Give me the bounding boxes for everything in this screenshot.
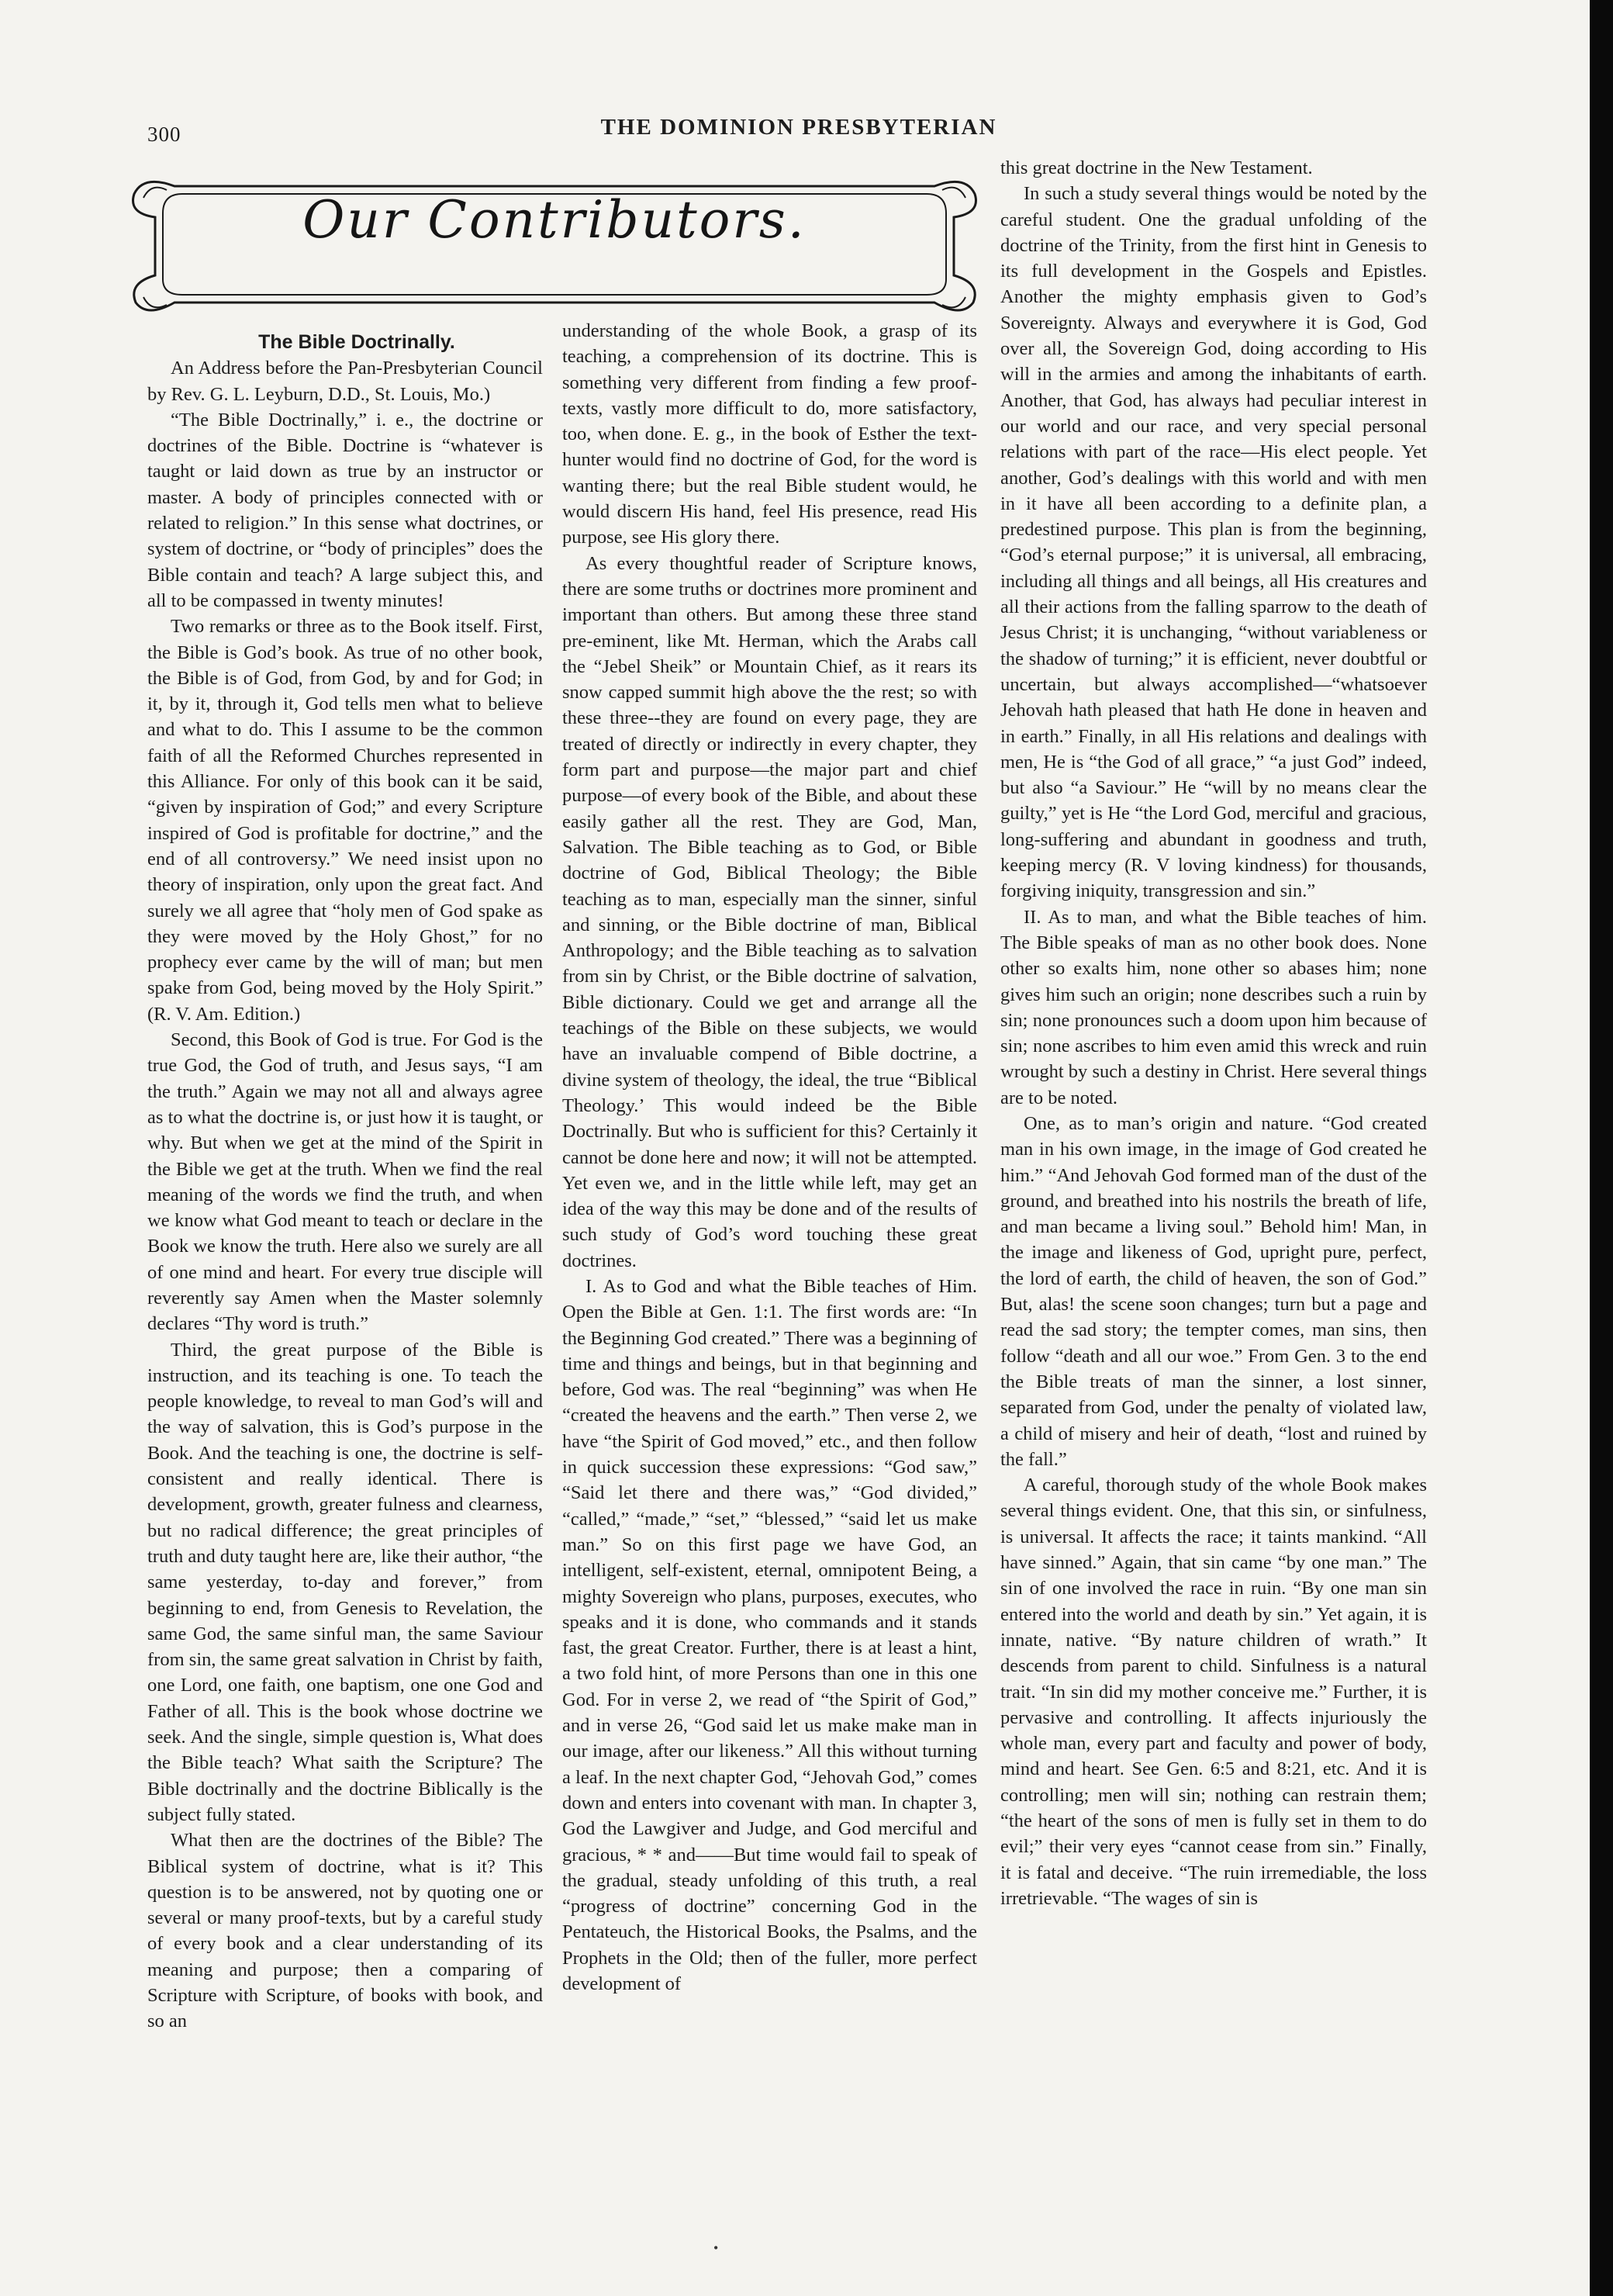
section-banner [128, 159, 981, 326]
paragraph: A careful, thorough study of the whole Book makes several things evident. One, that this sin, or sinfulness, is universal. It affects the race; it taints mankind. “All have sinned.” Again, that sin came “by one man.” The sin of one involved the race in ruin. “By one man sin entered into the world and death by sin.” Yet again, it is innate, native. “By nature children of wrath.” It descends from parent to child. Sinfulness is a natural trait. “In sin did my mother conceive me.” Further, it is pervasive and controlling. It affects injuriously the whole man, every part and faculty and power of body, mind and heart. See Gen. 6:5 and 8:21, etc. And it is controlling; men will sin; nothing can restrain them; “the heart of the sons of men is fully set in them to do evil;” their very eyes “cannot cease from sin.” Finally, it is fatal and deceive. “The ruin irremediable, the loss irretrievable. “The wages of sin is [1000, 1475, 1427, 1909]
paragraph: understanding of the whole Book, a grasp of its teaching, a comprehension of its doctrine. This is something very different from finding a few proof-texts, vastly more difficult to do, more satisfactory, too, when done. E. g., in the book of Esther the text-hunter would find no doctrine of God, for the word is wanting there; but the real Bible student would, he would discern His hand, feel His presence, read His purpose, see His glory there. [562, 320, 977, 548]
paragraph: Two remarks or three as to the Book itself. First, the Bible is God’s book. As true of no other book, the Bible is of God, from God, by and for God; in it, by it, through it, God tells men what to believe and what to do. This I assume to be the common faith of all the Reformed Churches represented in this Alliance. For only of this book can it be said, “given by inspiration of God;” and every Scripture inspired of God is profitable for doctrine,” and the end of all controversy.” We need insist upon no theory of inspiration, only upon the great fact. And surely we all agree that “holy men of God spake as they were moved by the Holy Ghost,” for no prophecy ever came by the will of man; but men spake from God, being moved by the Holy Spirit.” (R. V. Am. Edition.) [147, 616, 543, 1025]
paragraph: In such a study several things would be noted by the careful student. One the gradual unfolding of the doctrine of the Trinity, from the first hint in Genesis to its full development in the Gospels and Epistles. Another the mighty emphasis given to God’s Sovereignty. Always and everywhere it is God, God over all, the Sovereign God, doing according to His will in the armies and among the inhabitants of earth. Another, that God, has always had peculiar interest in our world and our race, and very special personal relations with part of the race—His elect people. Yet another, God’s dealings with this world and with men in it have all been according to a definite plan, a predestined purpose. This plan is from the beginning, “God’s eternal purpose;” it is universal, all embracing, including all things and all beings, all His creatures and all their actions from the falling sparrow to the death of Jesus Christ; it is unchanging, “without variableness or the shadow of turning;” it is efficient, never doubtful or uncertain, but always accomplished—“whatsoever Jehovah hath pleased that hath He done in heaven and in earth.” Finally, in all His relations and dealings with men, He is “the God of all grace,” “a just God” indeed, but also “a Saviour.” He “will by no means clear the guilty,” yet is He “the Lord God, merciful and gracious, long-suffering and abundant in goodness and truth, keeping mercy (R. V loving kindness) for thousands, forgiving iniquity, transgression and sin.” [1000, 183, 1427, 902]
paragraph: What then are the doctrines of the Bible? The Biblical system of doctrine, what is it? This question is to be answered, not by quoting one or several or many proof-texts, but by a careful study of every book and a clear understanding of its meaning and purpose; then a comparing of Scripture with Scripture, of books with book, and so an [147, 1830, 543, 2032]
page-number: 300 [147, 123, 181, 146]
paragraph: One, as to man’s origin and nature. “God created man in his own image, in the image of God created he him.” “And Jehovah God formed man of the dust of the ground, and breathed into his nostrils the breath of life, and man became a living soul.” Behold him! Man, in the image and likeness of God, upright pure, perfect, the lord of earth, the child of heaven, the son of God.” But, alas! the scene soon changes; turn but a page and read the sad story; the tempter comes, man sins, then follow “death and all our woe.” From Gen. 3 to the end the Bible treats of man the sinner, a lost sinner, separated from God, under the penalty of violated law, a child of misery and heir of death, “lost and ruined by the fall.” [1000, 1112, 1427, 1470]
paragraph: I. As to God and what the Bible teaches of Him. Open the Bible at Gen. 1:1. The first words are: “In the Beginning God created.” There was a beginning of time and things and beings, but in that beginning and before, God was. The real “beginning” was when He “created the heavens and the earth.” Then verse 2, we have “the Spirit of God moved,” etc., and then follow in quick succession these expressions: “God saw,” “Said let there and there was,” “God divided,” “called,” “made,” “set,” “blessed,” “said let us make man.” So on this first page we have God, an intelligent, self-existent, eternal, omnipotent Being, a mighty Sovereign who plans, purposes, executes, who speaks and it is done, who commands and it stands fast, the great Creator. Further, there is at least a hint, a two fold hint, of more Persons than one in this one God. For in verse 2, we read of “the Spirit of God,” and in verse 26, “God said let us make make man in our image, after our likeness.” All this without turning a leaf. In the next chapter God, “Jehovah God,” comes down and enters into covenant with man. In chapter 3, God the Lawgiver and Judge, and God merciful and gracious, * * and——But time would fail to speak of the gradual, steady unfolding of this truth, a real “progress of doctrine” concerning God in the Pentateuch, the Historical Books, the Psalms, and the Prophets in the Old; then of the fuller, more perfect development of [562, 1275, 977, 1994]
paragraph: As every thoughtful reader of Scripture knows, there are some truths or doctrines more prominent and important than others. But among these three stand pre-eminent, like Mt. Herman, which the Arabs call the “Jebel Sheik” or Mountain Chief, as it rears its snow capped summit high above the the rest; so with these three--they are found on every page, they are treated of directly or indirectly in every chapter, they form part and purpose—the major part and chief purpose—of every book of the Bible, and about these easily gather all the rest. They are God, Man, Salvation. The Bible teaching as to God, or Bible doctrine of God, Biblical Theology; the Bible teaching as to man, especially man the sinner, sinful and sinning, or the Bible doctrine of man, Biblical Anthropology; and the Bible teaching as to salvation from sin by Christ, or the Bible doctrine of salvation, Bible dictionary. Could we get and arrange all the teachings of the Bible on these subjects, we would have an invaluable compend of Bible doctrine, a divine system of theology, the ideal, the true “Biblical Theology.’ This would indeed be the Bible Doctrinally. But who is sufficient for this? Certainly it cannot be done here and now; it will not be attempted. Yet even we, and in the little while left, may get an idea of the way this may be done and of the results of such study of God’s word touching these great doctrines. [562, 552, 977, 1271]
paragraph: “The Bible Doctrinally,” i. e., the doctrine or doctrines of the Bible. Doctrine is “whatever is taught or laid down as true by an instructor or master. A body of principles connected with or related to religion.” In this sense what doctrines, or system of doctrine, or “body of principles” does the Bible contain and teach? A large subject this, and all to be compassed in twenty minutes! [147, 409, 543, 611]
print-speck: • [713, 2240, 719, 2256]
section-heading: Our Contributors. [302, 190, 806, 250]
paragraph: II. As to man, and what the Bible teaches of him. The Bible speaks of man as no other book does. None other so exalts him, none other so abases him; none gives him such an origin; none describes such a ruin by sin; none pronounces such a doom upon him because of sin; none ascribes to him even amid this wreck and ruin wrought by such a destiny in Christ. Here several things are to be noted. [1000, 906, 1427, 1108]
paragraph: this great doctrine in the New Testament. [1000, 157, 1313, 178]
column-2 [562, 318, 977, 1997]
scan-edge-border [1590, 0, 1613, 2296]
paragraph: Third, the great purpose of the Bible is instruction, and its teaching is one. To teach the people knowledge, to reveal to man God’s will and the way of salvation, this is God’s purpose in the Book. And the teaching is one, the doctrine is self-consistent and really identical. There is development, growth, greater fulness and clearness, but no radical difference; the great principles of truth and duty taught here are, like their author, “the same yesterday, to-day and forever,” from beginning to end, from Genesis to Revelation, the same God, the same sinful man, the same Saviour from sin, the same great salvation in Christ by faith, one Lord, one faith, one baptism, one one God and Father of all. This is the book whose doctrine we seek. And the single, simple question is, What does the Bible teach? What saith the Scripture? The Bible doctrinally and the doctrine Biblically is the subject fully stated. [147, 1339, 543, 1825]
paragraph: Second, this Book of God is true. For God is the true God, the God of truth, and Jesus says, “I am the truth.” Again we may not all and always agree as to what the doctrine is, or just how it is taught, or why. But when we get at the mind of the Spirit in the Bible we get at the truth. When we find the real meaning of the words we find the truth, and when we know what God meant to teach or declare in the Book we know the truth. Here also we surely are all of one mind and heart. For every true disciple will reverently say Amen when the Master solemnly declares “Thy word is truth.” [147, 1029, 543, 1335]
column-1 [147, 330, 543, 2035]
paragraph: An Address before the Pan-Presbyterian Council by Rev. G. L. Leyburn, D.D., St. Louis, Mo.) [147, 358, 543, 405]
article-title: The Bible Doctrinally. [258, 331, 455, 353]
publication-title: THE DOMINION PRESBYTERIAN [600, 115, 997, 140]
column-3 [1000, 155, 1427, 1911]
